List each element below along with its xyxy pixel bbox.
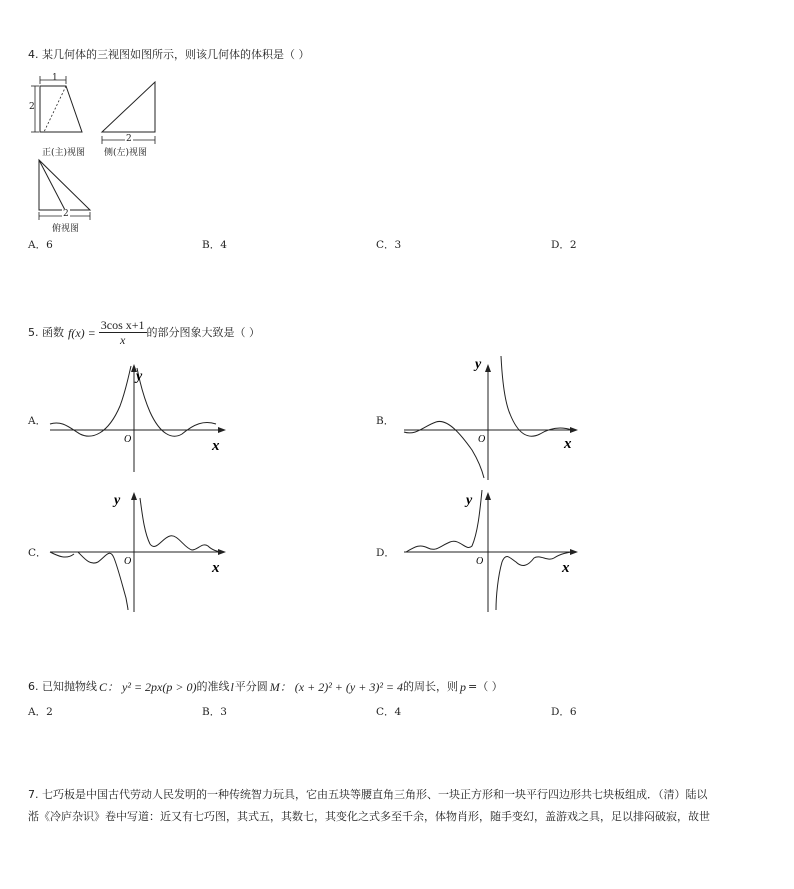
q6-option-b[interactable]: B．3 <box>202 706 227 718</box>
q4-dim-2-top-label: 2 <box>63 209 69 219</box>
q6-option-d[interactable]: D．6 <box>551 706 577 718</box>
q5-graph-b[interactable] <box>402 352 584 482</box>
q5-stem <box>28 318 260 347</box>
q6-option-a[interactable]: A．2 <box>28 706 53 718</box>
q5-func: f(x) = <box>68 325 96 340</box>
q6-option-c[interactable]: C．4 <box>376 706 402 718</box>
q4-option-c[interactable]: C．3 <box>376 239 402 251</box>
q5-graph-a-origin: O <box>124 434 132 445</box>
q6-circle-name: M： <box>269 680 292 694</box>
q6-prefix: 6. 已知抛物线 <box>28 680 97 693</box>
q6-stem <box>28 680 503 694</box>
q4-front-view <box>28 74 98 134</box>
q5-graph-a-y-label: y <box>136 369 143 384</box>
q5-graph-b-origin: O <box>478 434 486 445</box>
q4-dim-2-left-label: 2 <box>29 102 35 112</box>
q5-option-b-label[interactable]: B． <box>376 415 395 427</box>
q5-option-d-label[interactable]: D． <box>376 547 395 559</box>
q5-option-c-label[interactable]: C． <box>28 547 47 559</box>
q4-dim-2-side-label: 2 <box>126 134 132 144</box>
q7-line-1: 7. 七巧板是中国古代劳动人民发明的一种传统智力玩具，它由五块等腰直角三角形、一块正方形和一块平行四边形共七块板组成．（清）陆以 <box>28 788 708 801</box>
q5-graph-b-y-label: y <box>475 357 482 372</box>
q5-graph-d-x-label: x <box>562 560 570 576</box>
q4-dim-1-label: 1 <box>52 73 58 83</box>
q4-top-caption: 俯视图 <box>52 224 80 234</box>
q5-prefix: 5. 函数 <box>28 325 64 339</box>
q5-graph-c-origin: O <box>124 556 132 567</box>
q5-graph-a-x-label: x <box>212 438 220 454</box>
q7-line-2: 湉《冷庐杂识》卷中写道：近又有七巧图，其式五，其数七，其变化之式多至千余，体物肖形，随手变幻，盖游戏之具，足以排闷破寂，故世 <box>28 810 710 823</box>
q5-graph-d[interactable] <box>402 486 584 614</box>
q6-line-name: l <box>230 680 234 694</box>
q6-end: =（ ） <box>468 680 503 693</box>
q5-graph-c[interactable] <box>48 488 230 614</box>
q6-circle-eq: (x + 2)² + (y + 3)² = 4 <box>294 680 404 694</box>
q4-option-d[interactable]: D．2 <box>551 239 577 251</box>
q5-graph-b-x-label: x <box>564 436 572 452</box>
q5-fraction <box>99 318 147 347</box>
q4-stem: 4. 某几何体的三视图如图所示，则该几何体的体积是（ ） <box>28 48 310 61</box>
q5-graph-a[interactable] <box>48 362 230 474</box>
q6-suffix: 的周长，则 <box>403 680 459 693</box>
q5-denominator: x <box>119 333 126 347</box>
q6-curve-eq: y² = 2px(p > 0) <box>122 680 197 694</box>
q6-mid2: 平分圆 <box>234 680 268 693</box>
q6-var: p <box>460 680 467 694</box>
q5-suffix: 的部分图象大致是（ ） <box>146 325 261 339</box>
q5-graph-c-y-label: y <box>114 493 121 508</box>
q5-graph-d-y-label: y <box>466 493 473 508</box>
q4-option-b[interactable]: B．4 <box>202 239 227 251</box>
q6-curve-name: C： <box>99 680 120 694</box>
q5-numerator: 3cos x+1 <box>100 318 145 332</box>
q6-mid1: 的准线 <box>196 680 230 693</box>
q5-graph-d-origin: O <box>476 556 484 567</box>
q5-graph-c-x-label: x <box>212 560 220 576</box>
q4-front-caption: 正(主)视图 <box>42 148 86 158</box>
q4-option-a[interactable]: A．6 <box>28 239 53 251</box>
q4-side-caption: 侧(左)视图 <box>104 148 148 158</box>
q5-option-a-label[interactable]: A． <box>28 415 47 427</box>
